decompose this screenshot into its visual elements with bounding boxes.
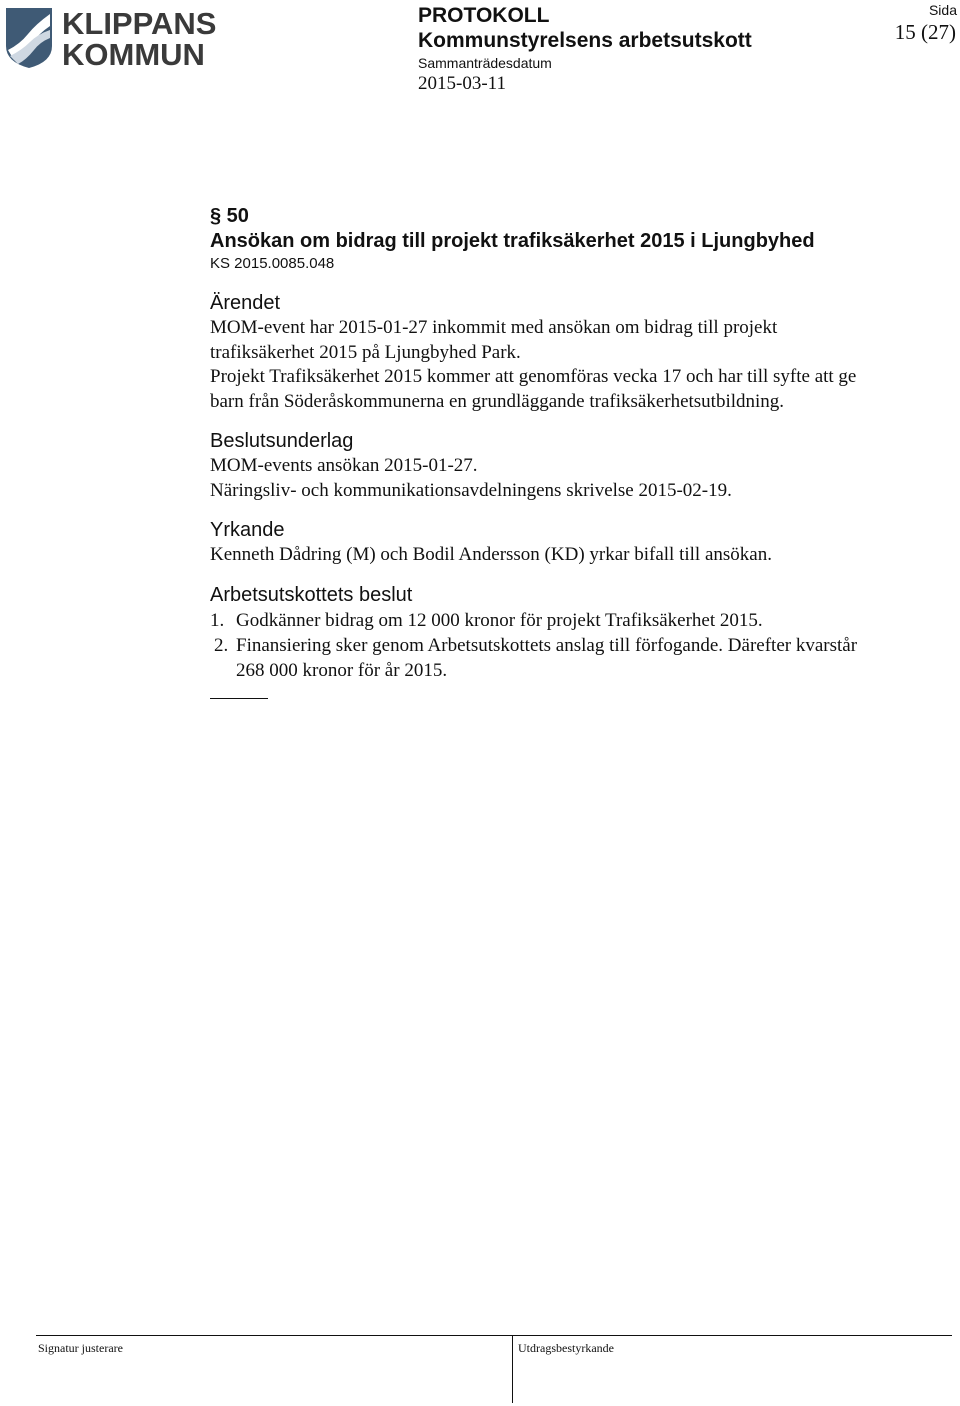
svg-text:KLIPPANS: KLIPPANS (62, 6, 216, 41)
arendet-line: MOM-event har 2015-01-27 inkommit med ansökan om bidrag till projekt (210, 317, 778, 338)
document-body (210, 204, 945, 699)
document-type: PROTOKOLL (418, 4, 550, 27)
arendet-line: Projekt Trafiksäkerhet 2015 kommer att genomföras vecka 17 och har till syfte att ge (210, 366, 857, 387)
klippans-kommun-logo (4, 6, 216, 68)
beslut-section (210, 582, 945, 699)
decision-text-continued: 268 000 kronor för år 2015. (236, 659, 448, 681)
footer-rule (36, 1335, 952, 1336)
arendet-line: trafiksäkerhet 2015 på Ljungbyhed Park. (210, 341, 521, 363)
arendet-section (210, 290, 945, 414)
organ-name: Kommunstyrelsens arbetsutskott (418, 29, 752, 52)
meeting-date: 2015-03-11 (418, 73, 506, 94)
page-label: Sida (928, 2, 957, 18)
underlag-item: Näringsliv- och kommunikationsavdelningens skrivelse 2015-02-19. (210, 479, 732, 501)
case-number: KS 2015.0085.048 (210, 255, 335, 272)
logo-emblem-icon (4, 6, 216, 68)
beslut-heading: Arbetsutskottets beslut (210, 583, 413, 606)
underlag-item: MOM-events ansökan 2015-01-27. (210, 455, 478, 476)
decision-number: 1. (210, 609, 225, 631)
decision-text: Godkänner bidrag om 12 000 kronor för projekt Trafiksäkerhet 2015. (236, 609, 763, 631)
beslutsunderlag-section (210, 428, 945, 503)
yrkande-section (210, 517, 945, 568)
arendet-line: barn från Söderåskommunerna en grundläggande trafiksäkerhetsutbildning. (210, 390, 785, 412)
yrkande-heading: Yrkande (210, 519, 285, 541)
decision-text-block (236, 633, 857, 683)
page-number: 15 (27) (894, 20, 956, 44)
section-title: Ansökan om bidrag till projekt trafiksäkerhet 2015 i Ljungbyhed (210, 230, 815, 252)
section-number: § 50 (210, 205, 249, 227)
decision-list (210, 608, 945, 683)
footer-divider (512, 1335, 513, 1403)
svg-text:KOMMUN: KOMMUN (62, 37, 205, 68)
signature-label: Signatur justerare (38, 1341, 123, 1355)
header-block (418, 4, 752, 97)
decision-number: 2. (214, 634, 229, 656)
end-divider (210, 698, 268, 699)
date-label: Sammanträdesdatum (418, 55, 552, 71)
beslutsunderlag-heading: Beslutsunderlag (210, 430, 354, 452)
decision-text: Finansiering sker genom Arbetsutskottets anslag till förfogande. Därefter kvarstår (236, 634, 858, 656)
certification-label: Utdragsbestyrkande (518, 1341, 614, 1355)
decision-item (210, 608, 945, 633)
yrkande-text: Kenneth Dådring (M) och Bodil Andersson (KD) yrkar bifall till ansökan. (210, 544, 772, 565)
decision-item (210, 633, 945, 683)
arendet-heading: Ärendet (210, 292, 281, 314)
